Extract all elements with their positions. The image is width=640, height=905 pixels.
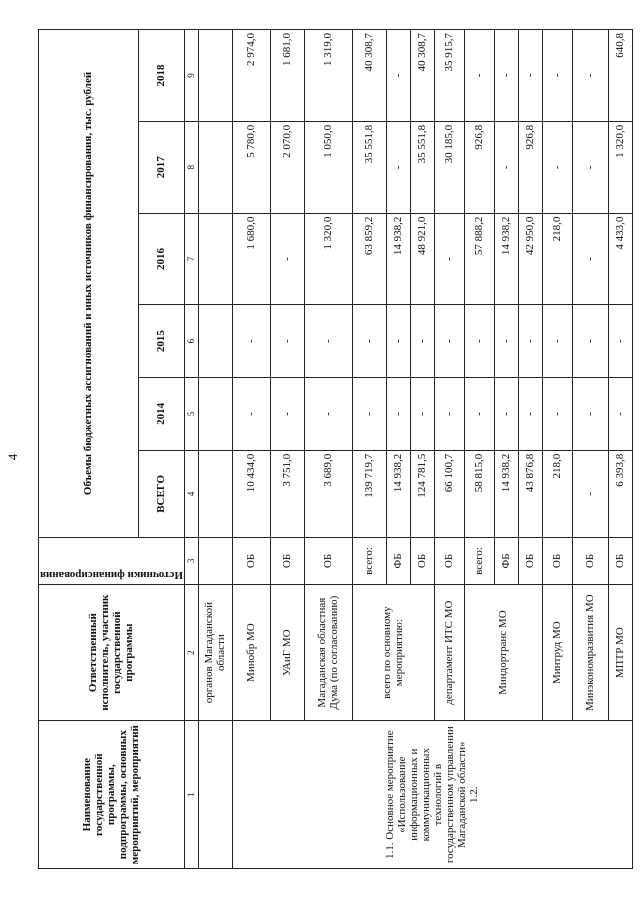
value-cell: 40 308,7 bbox=[352, 30, 386, 122]
value-cell: - bbox=[518, 305, 542, 378]
table-row bbox=[232, 30, 270, 869]
value-cell: 35 551,8 bbox=[410, 121, 434, 213]
value-cell: 35 915,7 bbox=[434, 30, 464, 122]
colnum-6: 6 bbox=[184, 305, 198, 378]
value-cell: 640,8 bbox=[608, 30, 632, 122]
value-cell bbox=[198, 30, 232, 122]
value-cell: - bbox=[386, 378, 410, 451]
value-cell: - bbox=[518, 378, 542, 451]
source-cell: ОБ bbox=[270, 537, 304, 584]
value-cell: - bbox=[410, 305, 434, 378]
value-cell: - bbox=[434, 378, 464, 451]
value-cell: 124 781,5 bbox=[410, 450, 434, 537]
value-cell: - bbox=[572, 30, 608, 122]
colnum-8: 8 bbox=[184, 121, 198, 213]
source-cell bbox=[198, 537, 232, 584]
value-cell: 1 050,0 bbox=[304, 121, 352, 213]
responsible-cell: департамент ИТС МО bbox=[434, 584, 464, 720]
table-row bbox=[198, 30, 232, 869]
value-cell: 14 938,2 bbox=[494, 450, 518, 537]
value-cell: 926,8 bbox=[464, 121, 494, 213]
header-source bbox=[39, 537, 185, 584]
source-cell: ФБ bbox=[494, 537, 518, 584]
responsible-cell: Миндортранс МО bbox=[464, 584, 542, 720]
colnum-9: 9 bbox=[184, 30, 198, 122]
value-cell: - bbox=[494, 378, 518, 451]
value-cell: - bbox=[304, 378, 352, 451]
value-cell: - bbox=[518, 30, 542, 122]
value-cell: - bbox=[304, 305, 352, 378]
source-cell: ОБ bbox=[410, 537, 434, 584]
value-cell: 2 070,0 bbox=[270, 121, 304, 213]
value-cell: 218,0 bbox=[542, 450, 572, 537]
responsible-cell: Минэкономразвития МО bbox=[572, 584, 608, 720]
value-cell bbox=[198, 213, 232, 305]
empty-cell bbox=[198, 721, 232, 869]
value-cell: - bbox=[270, 305, 304, 378]
value-cell bbox=[198, 450, 232, 537]
value-cell: 35 551,8 bbox=[352, 121, 386, 213]
value-cell: - bbox=[434, 213, 464, 305]
colnum-4: 4 bbox=[184, 450, 198, 537]
value-cell: 66 100,7 bbox=[434, 450, 464, 537]
responsible-cell: УАиГ МО bbox=[270, 584, 304, 720]
year-2017: 2017 bbox=[138, 121, 184, 213]
value-cell: - bbox=[386, 121, 410, 213]
value-cell: - bbox=[572, 378, 608, 451]
value-cell: 3 751,0 bbox=[270, 450, 304, 537]
value-cell: 58 815,0 bbox=[464, 450, 494, 537]
value-cell: - bbox=[434, 305, 464, 378]
source-cell: всего: bbox=[352, 537, 386, 584]
value-cell: 14 938,2 bbox=[386, 213, 410, 305]
year-2015: 2015 bbox=[138, 305, 184, 378]
value-cell: - bbox=[270, 378, 304, 451]
value-cell: - bbox=[542, 30, 572, 122]
header-name: Наименование государственной программы, подпрограммы, основных мероприятий, мероприятий bbox=[39, 721, 185, 869]
header-source-text: Источники финансирования bbox=[40, 568, 183, 581]
value-cell: - bbox=[464, 378, 494, 451]
rotated-budget-table-container bbox=[38, 29, 627, 869]
year-2018: 2018 bbox=[138, 30, 184, 122]
source-cell: ОБ bbox=[434, 537, 464, 584]
responsible-cell: МПТР МО bbox=[608, 584, 632, 720]
year-2016: 2016 bbox=[138, 213, 184, 305]
value-cell: - bbox=[386, 30, 410, 122]
value-cell: 218,0 bbox=[542, 213, 572, 305]
value-cell: 1 320,0 bbox=[608, 121, 632, 213]
value-cell: 1 320,0 bbox=[304, 213, 352, 305]
value-cell: 63 859,2 bbox=[352, 213, 386, 305]
value-cell: 1 319,0 bbox=[304, 30, 352, 122]
value-cell: - bbox=[494, 121, 518, 213]
value-cell: - bbox=[232, 305, 270, 378]
value-cell: 2 974,0 bbox=[232, 30, 270, 122]
value-cell: 1 681,0 bbox=[270, 30, 304, 122]
column-numbers-row bbox=[184, 30, 198, 869]
value-cell: 926,8 bbox=[518, 121, 542, 213]
value-cell: - bbox=[608, 305, 632, 378]
value-cell: - bbox=[464, 305, 494, 378]
value-cell bbox=[198, 305, 232, 378]
value-cell: - bbox=[572, 450, 608, 537]
value-cell: - bbox=[494, 30, 518, 122]
value-cell: 57 888,2 bbox=[464, 213, 494, 305]
page-number: 4 bbox=[5, 453, 20, 461]
value-cell: 3 689,0 bbox=[304, 450, 352, 537]
source-cell: всего: bbox=[464, 537, 494, 584]
colnum-3: 3 bbox=[184, 537, 198, 584]
value-cell: 10 434,0 bbox=[232, 450, 270, 537]
value-cell: - bbox=[270, 213, 304, 305]
source-cell: ОБ bbox=[572, 537, 608, 584]
value-cell: 48 921,0 bbox=[410, 213, 434, 305]
value-cell: 139 719,7 bbox=[352, 450, 386, 537]
value-cell: - bbox=[386, 305, 410, 378]
value-cell: - bbox=[542, 305, 572, 378]
value-cell: 30 185,0 bbox=[434, 121, 464, 213]
year-total: ВСЕГО bbox=[138, 450, 184, 537]
measure-title: 1.1. Основное мероприятие «Использование информационных и коммуникационных технологий в государственном управлении Магаданской области» bbox=[384, 726, 469, 864]
value-cell: 40 308,7 bbox=[410, 30, 434, 122]
year-2014: 2014 bbox=[138, 378, 184, 451]
source-cell: ОБ bbox=[232, 537, 270, 584]
responsible-cell: Магаданская областная Дума (по согласованию) bbox=[304, 584, 352, 720]
responsible-cell: органов Магаданской области bbox=[198, 584, 232, 720]
value-cell bbox=[198, 378, 232, 451]
value-cell: - bbox=[542, 378, 572, 451]
value-cell: - bbox=[464, 30, 494, 122]
budget-table bbox=[38, 29, 633, 869]
header-responsible: Ответственный исполнитель, участник государственной программы bbox=[39, 584, 185, 720]
responsible-cell: Минтруд МО bbox=[542, 584, 572, 720]
colnum-1: 1 bbox=[184, 721, 198, 869]
value-cell: 14 938,2 bbox=[386, 450, 410, 537]
value-cell: 14 938,2 bbox=[494, 213, 518, 305]
value-cell: - bbox=[410, 378, 434, 451]
value-cell: - bbox=[542, 121, 572, 213]
colnum-2: 2 bbox=[184, 584, 198, 720]
source-cell: ОБ bbox=[542, 537, 572, 584]
value-cell: - bbox=[352, 378, 386, 451]
colnum-5: 5 bbox=[184, 378, 198, 451]
value-cell: 1 680,0 bbox=[232, 213, 270, 305]
table-body bbox=[198, 30, 632, 869]
responsible-cell: Минобр МО bbox=[232, 584, 270, 720]
value-cell: - bbox=[572, 305, 608, 378]
value-cell: - bbox=[494, 305, 518, 378]
responsible-cell: всего по основному мероприятию: bbox=[352, 584, 434, 720]
value-cell: - bbox=[572, 121, 608, 213]
source-cell: ОБ bbox=[518, 537, 542, 584]
value-cell: 4 433,0 bbox=[608, 213, 632, 305]
value-cell: - bbox=[232, 378, 270, 451]
value-cell: 43 876,8 bbox=[518, 450, 542, 537]
value-cell: 42 950,0 bbox=[518, 213, 542, 305]
colnum-7: 7 bbox=[184, 213, 198, 305]
source-cell: ОБ bbox=[304, 537, 352, 584]
value-cell: 5 780,0 bbox=[232, 121, 270, 213]
value-cell bbox=[198, 121, 232, 213]
header-volumes: Объемы бюджетных ассигнований и иных источников финансирования, тыс. рублей bbox=[39, 30, 139, 538]
source-cell: ОБ bbox=[608, 537, 632, 584]
measure-title-prefix: 1.2. bbox=[468, 786, 481, 803]
value-cell: 6 393,8 bbox=[608, 450, 632, 537]
value-cell: - bbox=[608, 378, 632, 451]
measure-name-cell bbox=[232, 721, 632, 869]
source-cell: ФБ bbox=[386, 537, 410, 584]
value-cell: - bbox=[352, 305, 386, 378]
value-cell: - bbox=[572, 213, 608, 305]
